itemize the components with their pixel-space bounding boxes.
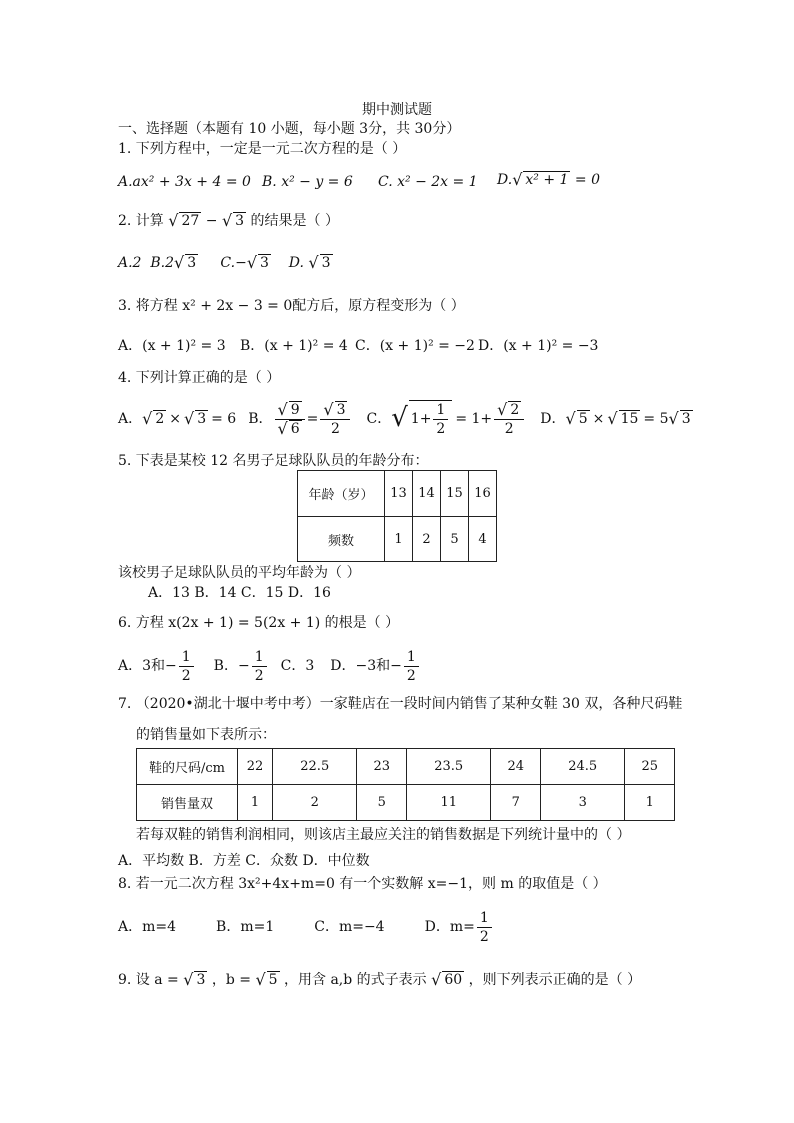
fraction (477, 909, 492, 946)
table-cell: 1 (385, 517, 413, 562)
shoe-table-sales-row (137, 785, 675, 821)
sqrt-symbol: √ 3 (668, 409, 691, 428)
q1-d-label: D. (497, 172, 513, 188)
q4-c-inner-num: 1 (433, 401, 448, 420)
sqrt-symbol: √ 3 (308, 253, 331, 272)
q6-b-num: 1 (252, 648, 267, 667)
q3-option-b: B．(x + 1)² = 4 (240, 338, 348, 354)
q2-stem (118, 211, 339, 231)
table-cell: 23.5 (406, 749, 490, 785)
q2-stem-pre: 2. 计算 (118, 213, 164, 229)
q4-option-a: A． (118, 411, 143, 427)
q2-option-d: D. (288, 255, 304, 271)
q4-a-radicand-2: 3 (197, 411, 207, 427)
sqrt-symbol: √ 15 (607, 409, 639, 428)
q6-a-num: 1 (179, 648, 194, 667)
q2-minus: − (205, 213, 218, 229)
q3-option-d: D．(x + 1)² = −3 (478, 338, 599, 354)
q4-d-eq: = 5 (643, 411, 669, 427)
q2-options (118, 253, 333, 273)
q9-radicand-c: 60 (444, 972, 463, 988)
table-cell: 16 (469, 471, 497, 517)
q4-b-eq: = (306, 411, 319, 427)
q6-stem: 6. 方程 x(2x + 1) = 5(2x + 1) 的根是（ ） (118, 615, 400, 631)
q4-b-rden: 2 (330, 420, 340, 437)
table-cell: 频数 (298, 517, 385, 562)
table-cell: 11 (406, 785, 490, 821)
q8-d-num: 1 (477, 909, 492, 928)
q5-stem: 5. 下表是某校 12 名男子足球队队员的年龄分布： (118, 453, 429, 469)
q9-stem-b: ，b = (211, 972, 251, 988)
q4-a-radicand-1: 2 (155, 411, 165, 427)
q4-c-rnum: 2 (510, 401, 520, 418)
q4-stem: 4. 下列计算正确的是（ ） (118, 370, 281, 386)
q9-stem-c: ，用含 a,b 的式子表示 (284, 972, 427, 988)
q7-stem-line1: 7. （2020•湖北十堰中考中考）一家鞋店在一段时间内销售了某种女鞋 30 双，各种尺码鞋 (118, 696, 683, 712)
table-cell: 5 (441, 517, 469, 562)
age-table (297, 470, 497, 562)
age-table-freq-row (298, 517, 497, 562)
sqrt-symbol: √ 3 (183, 409, 207, 428)
q5-options: A．13 B．14 C．15 D．16 (148, 585, 331, 601)
q8-option-b: B．m=1 (216, 919, 275, 935)
sqrt-symbol: √ 27 (168, 211, 200, 230)
q4-a-times: × (169, 411, 181, 427)
q8-option-d: D．m= (424, 919, 475, 935)
table-cell: 鞋的尺码/cm (137, 749, 238, 785)
sqrt-symbol: √ 5 (255, 970, 278, 989)
q1-option-c: C. x² − 2x = 1 (378, 174, 478, 190)
q9-stem (118, 970, 641, 990)
q6-options (118, 646, 421, 686)
q6-option-d: D．−3和− (330, 658, 402, 674)
table-cell: 14 (413, 471, 441, 517)
q4-c-inner: 1+ (410, 411, 432, 427)
section-heading: 一、选择题（本题有 10 小题，每小题 3分，共 30分） (118, 121, 461, 137)
q4-c-inner-den: 2 (436, 421, 446, 437)
q4-d-radicand-1: 5 (578, 411, 588, 427)
table-cell: 7 (491, 785, 541, 821)
q9-stem-a: 9. 设 a = (118, 972, 179, 988)
q7-stem-line2: 的销售量如下表所示： (136, 727, 276, 743)
table-cell: 1 (238, 785, 273, 821)
table-cell: 销售量双 (137, 785, 238, 821)
q2-c-radicand: 3 (260, 255, 269, 271)
sqrt-symbol: √ 1+ $\frac{1}{2}$ (391, 400, 452, 438)
table-cell: 2 (413, 517, 441, 562)
q4-option-d: D． (540, 411, 566, 427)
q6-d-num: 1 (404, 648, 419, 667)
q1-option-b: B. x² − y = 6 (262, 174, 353, 190)
q9-radicand-b: 5 (268, 972, 278, 988)
q2-radicand-1: 27 (181, 213, 200, 229)
age-table-header-row (298, 471, 497, 517)
q6-a-den: 2 (181, 667, 191, 684)
q8-d-den: 2 (479, 928, 489, 945)
table-cell: 1 (625, 785, 675, 821)
shoe-size-table (136, 748, 675, 821)
q1-d-rest: = 0 (574, 172, 600, 188)
q4-d-radicand-3: 3 (681, 411, 691, 427)
fraction: √ 3 2 (320, 401, 350, 438)
sqrt-symbol: √ 3 (246, 253, 269, 272)
q3-option-a: A．(x + 1)² = 3 (118, 338, 226, 354)
q4-options (118, 397, 693, 441)
table-cell: 年龄（岁） (298, 471, 385, 517)
fraction: √ 2 2 (494, 401, 524, 438)
q4-b-num: 9 (290, 401, 300, 418)
q4-c-rden: 2 (504, 420, 514, 437)
table-cell: 25 (625, 749, 675, 785)
fraction (404, 648, 419, 685)
table-cell: 2 (273, 785, 357, 821)
q3-option-c: C．(x + 1)² = −2 (355, 338, 475, 354)
sqrt-symbol: √ 3 (183, 970, 206, 989)
q4-d-radicand-2: 15 (620, 411, 639, 427)
table-cell: 22.5 (273, 749, 357, 785)
sqrt-symbol: √ 2 (142, 409, 165, 428)
table-cell: 3 (540, 785, 624, 821)
q6-option-b: B．− (213, 658, 250, 674)
q7-options: A．平均数 B．方差 C．众数 D．中位数 (118, 853, 370, 869)
q6-b-den: 2 (254, 667, 264, 684)
q4-b-den: 6 (290, 420, 300, 437)
q4-d-times: × (592, 411, 605, 427)
fraction (179, 648, 194, 685)
q4-c-eq: = 1+ (455, 411, 493, 427)
q9-stem-d: ，则下列表示正确的是（ ） (468, 972, 642, 988)
table-cell: 13 (385, 471, 413, 517)
table-cell: 23 (357, 749, 407, 785)
q2-option-a: A.2 (118, 255, 142, 271)
q1-option-d (497, 170, 600, 190)
q8-options (118, 907, 494, 947)
q2-option-b: B.2 (150, 255, 175, 271)
q6-d-den: 2 (406, 667, 416, 684)
sqrt-symbol: √ 60 (431, 970, 463, 989)
q2-radicand-2: 3 (235, 213, 245, 229)
table-cell: 22 (238, 749, 273, 785)
table-cell: 15 (441, 471, 469, 517)
table-cell: 24.5 (540, 749, 624, 785)
table-cell: 5 (357, 785, 407, 821)
sqrt-symbol: √ 3 (174, 253, 197, 272)
table-cell: 4 (469, 517, 497, 562)
q5-question: 该校男子足球队队员的平均年龄为（ ） (118, 565, 361, 581)
q7-question: 若每双鞋的销售利润相同，则该店主最应关注的销售数据是下列统计量中的（ ） (136, 827, 631, 843)
q4-a-rest: = 6 (211, 411, 237, 427)
page-title: 期中测试题 (362, 102, 432, 118)
sqrt-symbol: √ 3 (221, 211, 245, 230)
table-cell: 24 (491, 749, 541, 785)
q8-option-a: A．m=4 (118, 919, 177, 935)
q1-stem: 1. 下列方程中，一定是一元二次方程的是（ ） (118, 141, 407, 157)
fraction (252, 648, 267, 685)
q6-option-a: A．3和− (118, 658, 177, 674)
q1-d-radicand: x² + 1 (525, 172, 569, 188)
q2-option-c: C.− (220, 255, 247, 271)
q8-stem: 8. 若一元二次方程 3x²+4x+m=0 有一个实数解 x=−1，则 m 的取值是（ ） (118, 876, 607, 892)
q9-radicand-a: 3 (196, 972, 206, 988)
q4-b-rnum: 3 (336, 401, 346, 418)
q2-d-radicand: 3 (321, 255, 331, 271)
q2-b-radicand: 3 (187, 255, 197, 271)
q6-option-c: C．3 (280, 658, 315, 674)
shoe-table-size-row (137, 749, 675, 785)
q4-option-c: C． (366, 411, 392, 427)
q4-option-b: B． (248, 411, 273, 427)
q2-stem-post: 的结果是（ ） (250, 213, 339, 229)
sqrt-symbol: √ x² + 1 (512, 170, 569, 189)
q3-stem: 3. 将方程 x² + 2x − 3 = 0配方后，原方程变形为（ ） (118, 298, 465, 314)
fraction: √ 9 √ 6 (275, 401, 305, 438)
q1-option-a: A.ax² + 3x + 4 = 0 (118, 174, 251, 190)
sqrt-symbol: √ 5 (565, 409, 588, 428)
q8-option-c: C．m=−4 (314, 919, 385, 935)
